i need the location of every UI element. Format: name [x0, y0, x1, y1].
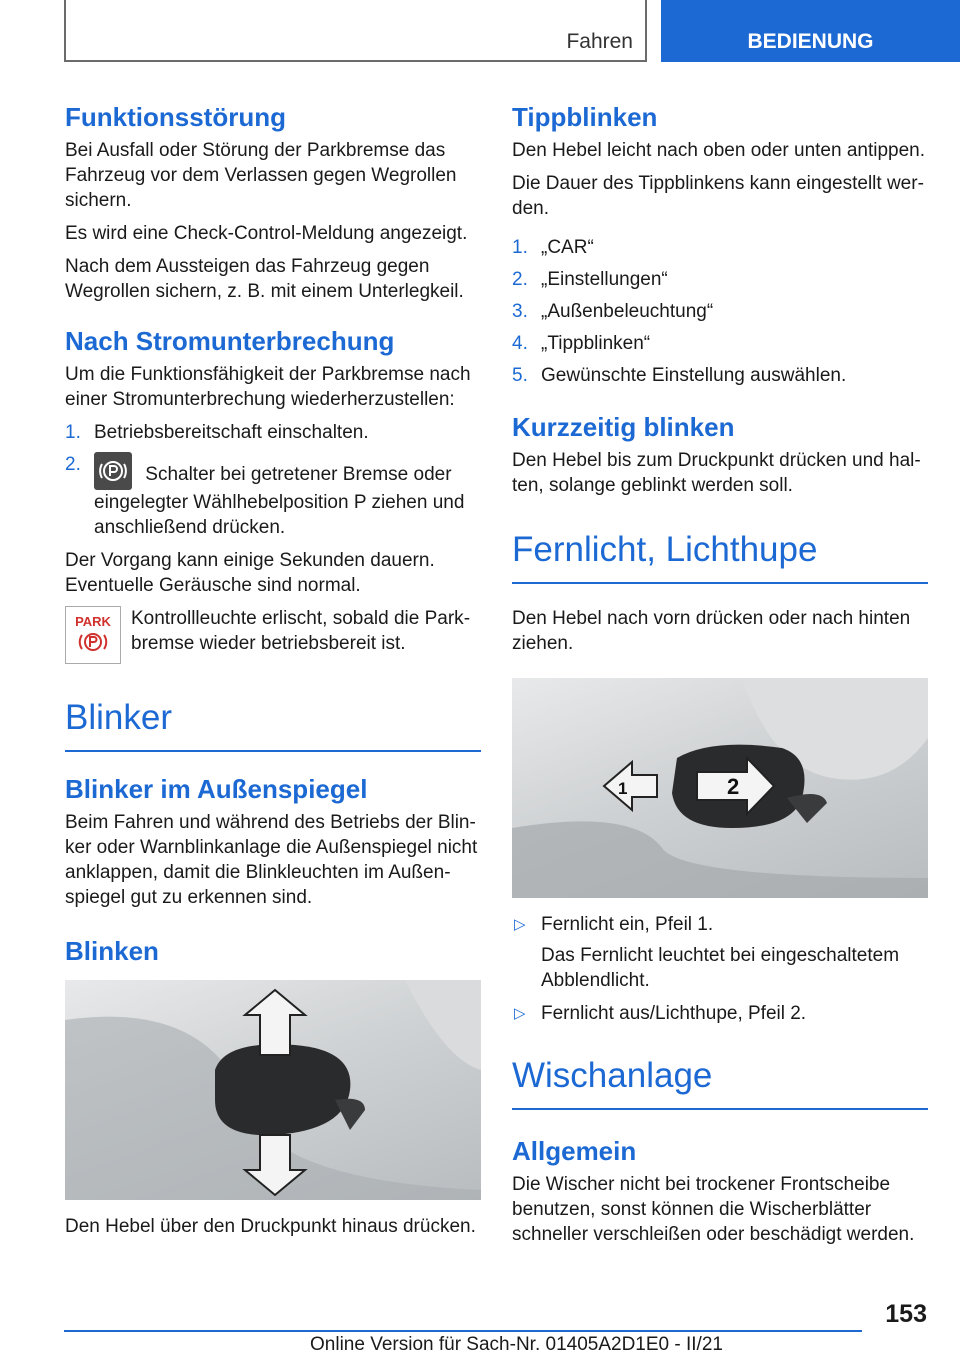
list-item [512, 235, 928, 260]
step-number: 1. [65, 422, 81, 443]
list-item [65, 452, 481, 540]
step-number: 2. [512, 269, 528, 290]
list-item [65, 420, 481, 445]
heading-kurzzeitig-blinken: Kurzzeitig blinken [512, 412, 735, 442]
paragraph: Beim Fahren und während des Betriebs der Blinker oder Warnblinkanlage die Außenspiegel nicht anklappen, damit die Blinkleuchten im Außenspiegel gut zu erkennen sind. [65, 812, 478, 908]
heading-funktionsstoerung: Funktionsstörung [65, 102, 286, 132]
header-chapter: Fahren [566, 30, 633, 53]
heading-tippblinken: Tippblinken [512, 102, 658, 132]
step-number: 2. [65, 454, 81, 475]
triangle-bullet-icon: ▷ [514, 916, 526, 933]
heading-blinker: Blinker [65, 694, 481, 752]
paragraph: Nach dem Aussteigen das Fahrzeug gegen Wegrollen sichern, z. B. mit einem Unterlegkeil. [65, 256, 464, 302]
park-warning-icon [65, 606, 121, 664]
heading-fernlicht: Fernlicht, Lichthupe [512, 526, 928, 584]
footer-divider [64, 1330, 862, 1332]
park-label: PARK [75, 614, 111, 629]
paragraph: Die Dauer des Tippblinkens kann eingestellt werden. [512, 173, 924, 219]
arrow-1-label: 1 [618, 779, 628, 798]
heading-blinken: Blinken [65, 936, 159, 966]
heading-blinker-aussenspiegel: Blinker im Außenspiegel [65, 774, 368, 804]
header-tab[interactable]: BEDIENUNG [661, 0, 960, 62]
paragraph: Den Hebel nach vorn drücken oder nach hinten ziehen. [512, 608, 911, 654]
list-item [512, 363, 928, 388]
steps-list [512, 235, 928, 388]
bullet-text: Fernlicht ein, Pfeil 1. [541, 914, 714, 935]
steps-list [65, 420, 481, 540]
list-item [512, 299, 928, 324]
step-text: Gewünschte Einstellung auswählen. [541, 365, 847, 386]
paragraph: Eventuelle Geräusche sind normal. [65, 575, 361, 596]
step-text: Schalter bei getretener Bremse oder eingelegter Wählhebelposition P ziehen und anschließend drücken. [94, 464, 465, 538]
paragraph: Den Hebel bis zum Druckpunkt drücken und halten, solange geblinkt werden soll. [512, 450, 921, 496]
bullet-text: Fernlicht aus/Lichthupe, Pfeil 2. [541, 1003, 807, 1024]
list-item [512, 331, 928, 356]
left-column [65, 100, 481, 1239]
paragraph: Bei Ausfall oder Störung der Parkbremse das Fahrzeug vor dem Verlassen gegen Wegrollen sichern. [65, 140, 457, 211]
triangle-bullet-icon: ▷ [514, 1005, 526, 1022]
photo-caption: Den Hebel über den Druckpunkt hinaus drücken. [65, 1216, 476, 1237]
step-text: „Einstellungen“ [541, 269, 668, 290]
heading-stromunterbrechung: Nach Stromunterbrechung [65, 326, 395, 356]
step-number: 3. [512, 301, 528, 322]
list-item [512, 267, 928, 292]
step-number: 5. [512, 365, 528, 386]
list-item [512, 1001, 928, 1026]
step-text: „CAR“ [541, 237, 594, 258]
lever-photo-fernlicht [512, 678, 928, 898]
lever-photo-blinken [65, 980, 481, 1200]
park-text: Kontrollleuchte erlischt, sobald die Parkbremse wieder betriebsbereit ist. [131, 608, 471, 654]
arrow-2-label: 2 [727, 774, 740, 799]
heading-wischanlage: Wischanlage [512, 1052, 928, 1110]
step-text: Betriebsbereitschaft einschalten. [94, 422, 369, 443]
right-column [512, 100, 928, 1255]
heading-allgemein: Allgemein [512, 1136, 637, 1166]
page-number: 153 [885, 1300, 927, 1328]
step-number: 4. [512, 333, 528, 354]
parking-brake-switch-icon [94, 452, 132, 490]
paragraph: Den Hebel leicht nach oben oder unten antippen. [512, 140, 926, 161]
step-text: „Tippblinken“ [541, 333, 651, 354]
list-item [512, 912, 928, 993]
paragraph: Um die Funktionsfähigkeit der Parkbremse nach einer Stromunterbrechung wiederherzustellen: [65, 364, 471, 410]
step-number: 1. [512, 237, 528, 258]
paragraph: Die Wischer nicht bei trockener Frontscheibe benutzen, sonst können die Wischerblätter schneller verschleißen oder beschädigt werden. [512, 1174, 915, 1245]
paragraph: Es wird eine Check-Control-Meldung angezeigt. [65, 223, 468, 244]
bullet-subtext: Das Fernlicht leuchtet bei eingeschaltetem Abblendlicht. [541, 945, 900, 991]
fernlicht-bullet-list [512, 912, 928, 1026]
header-box [64, 0, 647, 62]
park-indicator-row [65, 606, 481, 664]
paragraph: Der Vorgang kann einige Sekunden dauern. [65, 550, 435, 571]
step-text: „Außenbeleuchtung“ [541, 301, 714, 322]
footer-text: Online Version für Sach-Nr. 01405A2D1E0 - II/21 [310, 1334, 723, 1355]
